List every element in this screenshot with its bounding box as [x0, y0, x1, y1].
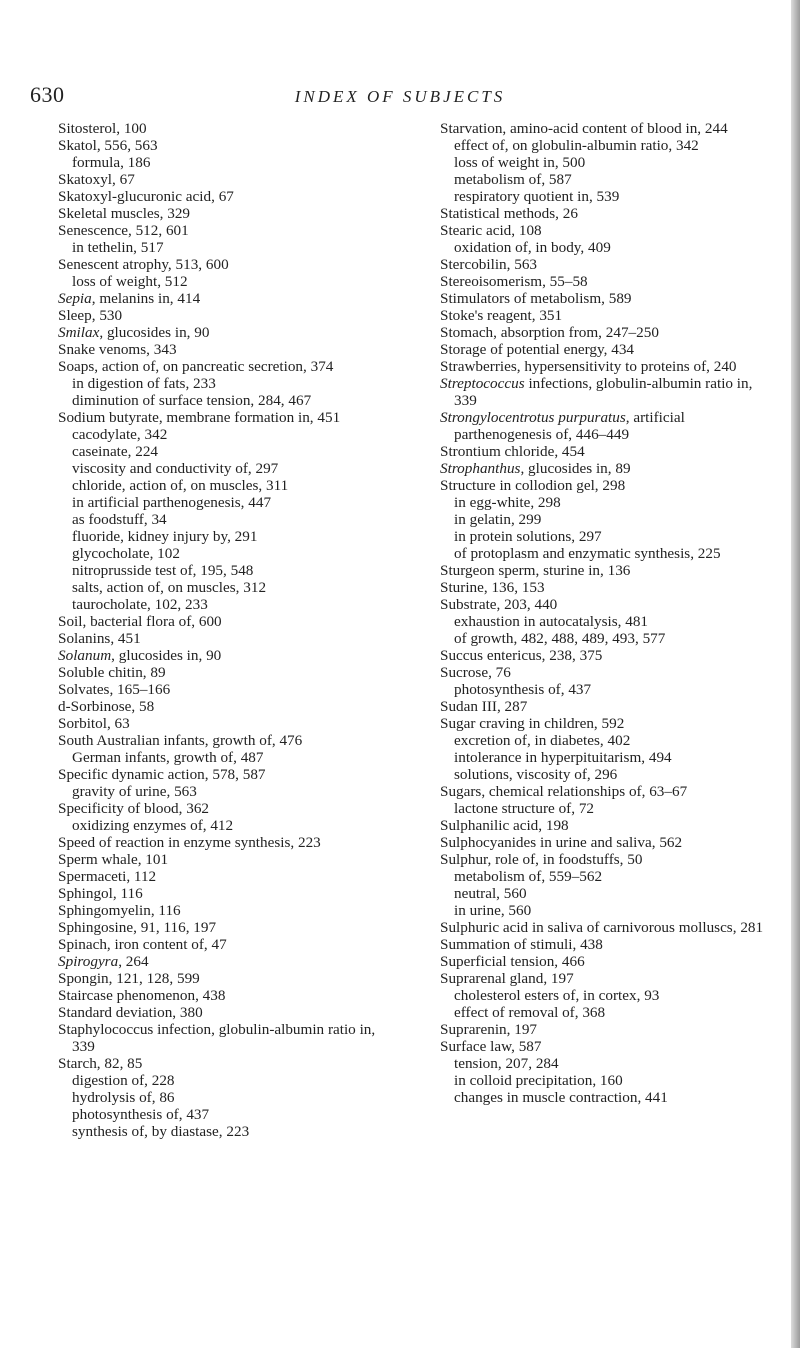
index-entry: Soaps, action of, on pancreatic secretion, 374: [58, 358, 334, 375]
index-subentry: fluoride, kidney injury by, 291: [72, 528, 258, 545]
index-subentry: exhaustion in autocatalysis, 481: [454, 613, 649, 630]
index-entry: Streptococcus infections, globulin-albumin ratio in, 339: [440, 375, 753, 409]
index-entry: Succus entericus, 238, 375: [440, 647, 603, 664]
index-entry: Sphingomyelin, 116: [58, 902, 181, 919]
index-entry: Skeletal muscles, 329: [58, 205, 191, 222]
index-entry: Summation of stimuli, 438: [440, 936, 603, 953]
index-subentry: lactone structure of, 72: [454, 800, 595, 817]
index-entry: Senescence, 512, 601: [58, 222, 189, 239]
index-subentry: diminution of surface tension, 284, 467: [72, 392, 312, 409]
index-column-right: [440, 120, 775, 1106]
index-subentry: intolerance in hyperpituitarism, 494: [454, 749, 672, 766]
index-subentry: in urine, 560: [454, 902, 532, 919]
index-subentry: German infants, growth of, 487: [72, 749, 264, 766]
index-subentry: in protein solutions, 297: [454, 528, 602, 545]
index-entry: Strongylocentrotus purpuratus, artificial parthenogenesis of, 446–449: [440, 409, 685, 443]
index-entry: Suprarenal gland, 197: [440, 970, 574, 987]
index-entry: Spirogyra, 264: [58, 953, 149, 970]
index-subentry: loss of weight in, 500: [454, 154, 586, 171]
index-subentry: respiratory quotient in, 539: [454, 188, 620, 205]
index-subentry: photosynthesis of, 437: [454, 681, 592, 698]
index-subentry: salts, action of, on muscles, 312: [72, 579, 267, 596]
index-subentry: nitroprusside test of, 195, 548: [72, 562, 254, 579]
index-subentry: gravity of urine, 563: [72, 783, 197, 800]
index-entry: Superficial tension, 466: [440, 953, 585, 970]
index-subentry: metabolism of, 559–562: [454, 868, 603, 885]
index-subentry: neutral, 560: [454, 885, 527, 902]
page-number: 630: [30, 82, 65, 107]
index-subentry: chloride, action of, on muscles, 311: [72, 477, 289, 494]
index-subentry: synthesis of, by diastase, 223: [72, 1123, 250, 1140]
index-entry: Sulphocyanides in urine and saliva, 562: [440, 834, 683, 851]
page-edge-shadow: [791, 0, 800, 1348]
index-subentry: photosynthesis of, 437: [72, 1106, 210, 1123]
index-entry: Skatol, 556, 563: [58, 137, 158, 154]
index-subentry: in artificial parthenogenesis, 447: [72, 494, 272, 511]
index-entry: Sodium butyrate, membrane formation in, 451: [58, 409, 341, 426]
index-subentry: of growth, 482, 488, 489, 493, 577: [454, 630, 666, 647]
index-entry: Sucrose, 76: [440, 664, 511, 681]
index-entry: Stomach, absorption from, 247–250: [440, 324, 659, 341]
index-entry: Stoke's reagent, 351: [440, 307, 563, 324]
index-entry: Starvation, amino-acid content of blood in, 244: [440, 120, 728, 137]
index-entry: Specific dynamic action, 578, 587: [58, 766, 266, 783]
index-entry: Senescent atrophy, 513, 600: [58, 256, 229, 273]
index-entry: Stearic acid, 108: [440, 222, 542, 239]
index-entry: Stereoisomerism, 55–58: [440, 273, 588, 290]
index-entry: Substrate, 203, 440: [440, 596, 558, 613]
index-entry: Sulphuric acid in saliva of carnivorous molluscs, 281: [440, 919, 764, 936]
index-entry: Storage of potential energy, 434: [440, 341, 635, 358]
index-subentry: formula, 186: [72, 154, 151, 171]
index-subentry: caseinate, 224: [72, 443, 159, 460]
index-subentry: in gelatin, 299: [454, 511, 542, 528]
index-entry: South Australian infants, growth of, 476: [58, 732, 303, 749]
index-entry: Sturine, 136, 153: [440, 579, 545, 596]
index-subentry: excretion of, in diabetes, 402: [454, 732, 631, 749]
index-entry: Sugar craving in children, 592: [440, 715, 625, 732]
index-entry: Snake venoms, 343: [58, 341, 177, 358]
index-entry: Solanins, 451: [58, 630, 141, 647]
index-subentry: oxidation of, in body, 409: [454, 239, 611, 256]
index-entry: Sugars, chemical relationships of, 63–67: [440, 783, 688, 800]
index-subentry: digestion of, 228: [72, 1072, 175, 1089]
index-subentry: in egg-white, 298: [454, 494, 561, 511]
index-column-left: [58, 120, 398, 1140]
index-entry: Staphylococcus infection, globulin-albumin ratio in, 339: [58, 1021, 376, 1055]
index-entry: Standard deviation, 380: [58, 1004, 203, 1021]
index-subentry: cholesterol esters of, in cortex, 93: [454, 987, 660, 1004]
index-entry: Spermaceti, 112: [58, 868, 157, 885]
index-entry: Soil, bacterial flora of, 600: [58, 613, 222, 630]
index-entry: Suprarenin, 197: [440, 1021, 538, 1038]
index-entry: Sorbitol, 63: [58, 715, 130, 732]
index-entry: Sulphanilic acid, 198: [440, 817, 569, 834]
index-subentry: viscosity and conductivity of, 297: [72, 460, 279, 477]
index-entry: Sphingosine, 91, 116, 197: [58, 919, 217, 936]
index-entry: Structure in collodion gel, 298: [440, 477, 626, 494]
index-entry: Solanum, glucosides in, 90: [58, 647, 222, 664]
index-entry: Sulphur, role of, in foodstuffs, 50: [440, 851, 643, 868]
index-entry: Solvates, 165–166: [58, 681, 171, 698]
index-entry: Specificity of blood, 362: [58, 800, 210, 817]
running-head: INDEX OF SUBJECTS: [294, 87, 506, 106]
index-entry: Sepia, melanins in, 414: [58, 290, 201, 307]
index-subentry: glycocholate, 102: [72, 545, 180, 562]
index-entry: Sphingol, 116: [58, 885, 143, 902]
index-subentry: in tethelin, 517: [72, 239, 164, 256]
index-entry: Stercobilin, 563: [440, 256, 538, 273]
index-entry: Sturgeon sperm, sturine in, 136: [440, 562, 631, 579]
index-entry: Sudan III, 287: [440, 698, 528, 715]
index-entry: Skatoxyl, 67: [58, 171, 135, 188]
index-entry: Statistical methods, 26: [440, 205, 578, 222]
index-entry: Starch, 82, 85: [58, 1055, 143, 1072]
index-entry: Surface law, 587: [440, 1038, 542, 1055]
index-entry: Soluble chitin, 89: [58, 664, 166, 681]
index-subentry: cacodylate, 342: [72, 426, 168, 443]
index-subentry: of protoplasm and enzymatic synthesis, 225: [454, 545, 721, 562]
index-entry: Stimulators of metabolism, 589: [440, 290, 632, 307]
index-subentry: effect of, on globulin-albumin ratio, 342: [454, 137, 699, 154]
index-entry: Strophanthus, glucosides in, 89: [440, 460, 631, 477]
index-subentry: in digestion of fats, 233: [72, 375, 216, 392]
index-subentry: loss of weight, 512: [72, 273, 188, 290]
index-entry: Spongin, 121, 128, 599: [58, 970, 200, 987]
index-entry: Smilax, glucosides in, 90: [58, 324, 210, 341]
index-entry: Strontium chloride, 454: [440, 443, 585, 460]
index-entry: Skatoxyl-glucuronic acid, 67: [58, 188, 234, 205]
index-entry: Sitosterol, 100: [58, 120, 147, 137]
index-subentry: solutions, viscosity of, 296: [454, 766, 618, 783]
index-entry: d-Sorbinose, 58: [58, 698, 155, 715]
index-subentry: in colloid precipitation, 160: [454, 1072, 623, 1089]
index-entry: Sperm whale, 101: [58, 851, 169, 868]
index-subentry: taurocholate, 102, 233: [72, 596, 208, 613]
index-entry: Spinach, iron content of, 47: [58, 936, 227, 953]
index-entry: Staircase phenomenon, 438: [58, 987, 226, 1004]
index-subentry: tension, 207, 284: [454, 1055, 559, 1072]
index-subentry: changes in muscle contraction, 441: [454, 1089, 668, 1106]
index-subentry: metabolism of, 587: [454, 171, 572, 188]
index-subentry: hydrolysis of, 86: [72, 1089, 175, 1106]
index-entry: Sleep, 530: [58, 307, 123, 324]
index-subentry: effect of removal of, 368: [454, 1004, 606, 1021]
index-entry: Strawberries, hypersensitivity to proteins of, 240: [440, 358, 737, 375]
index-entry: Speed of reaction in enzyme synthesis, 223: [58, 834, 321, 851]
index-subentry: oxidizing enzymes of, 412: [72, 817, 234, 834]
index-subentry: as foodstuff, 34: [72, 511, 167, 528]
